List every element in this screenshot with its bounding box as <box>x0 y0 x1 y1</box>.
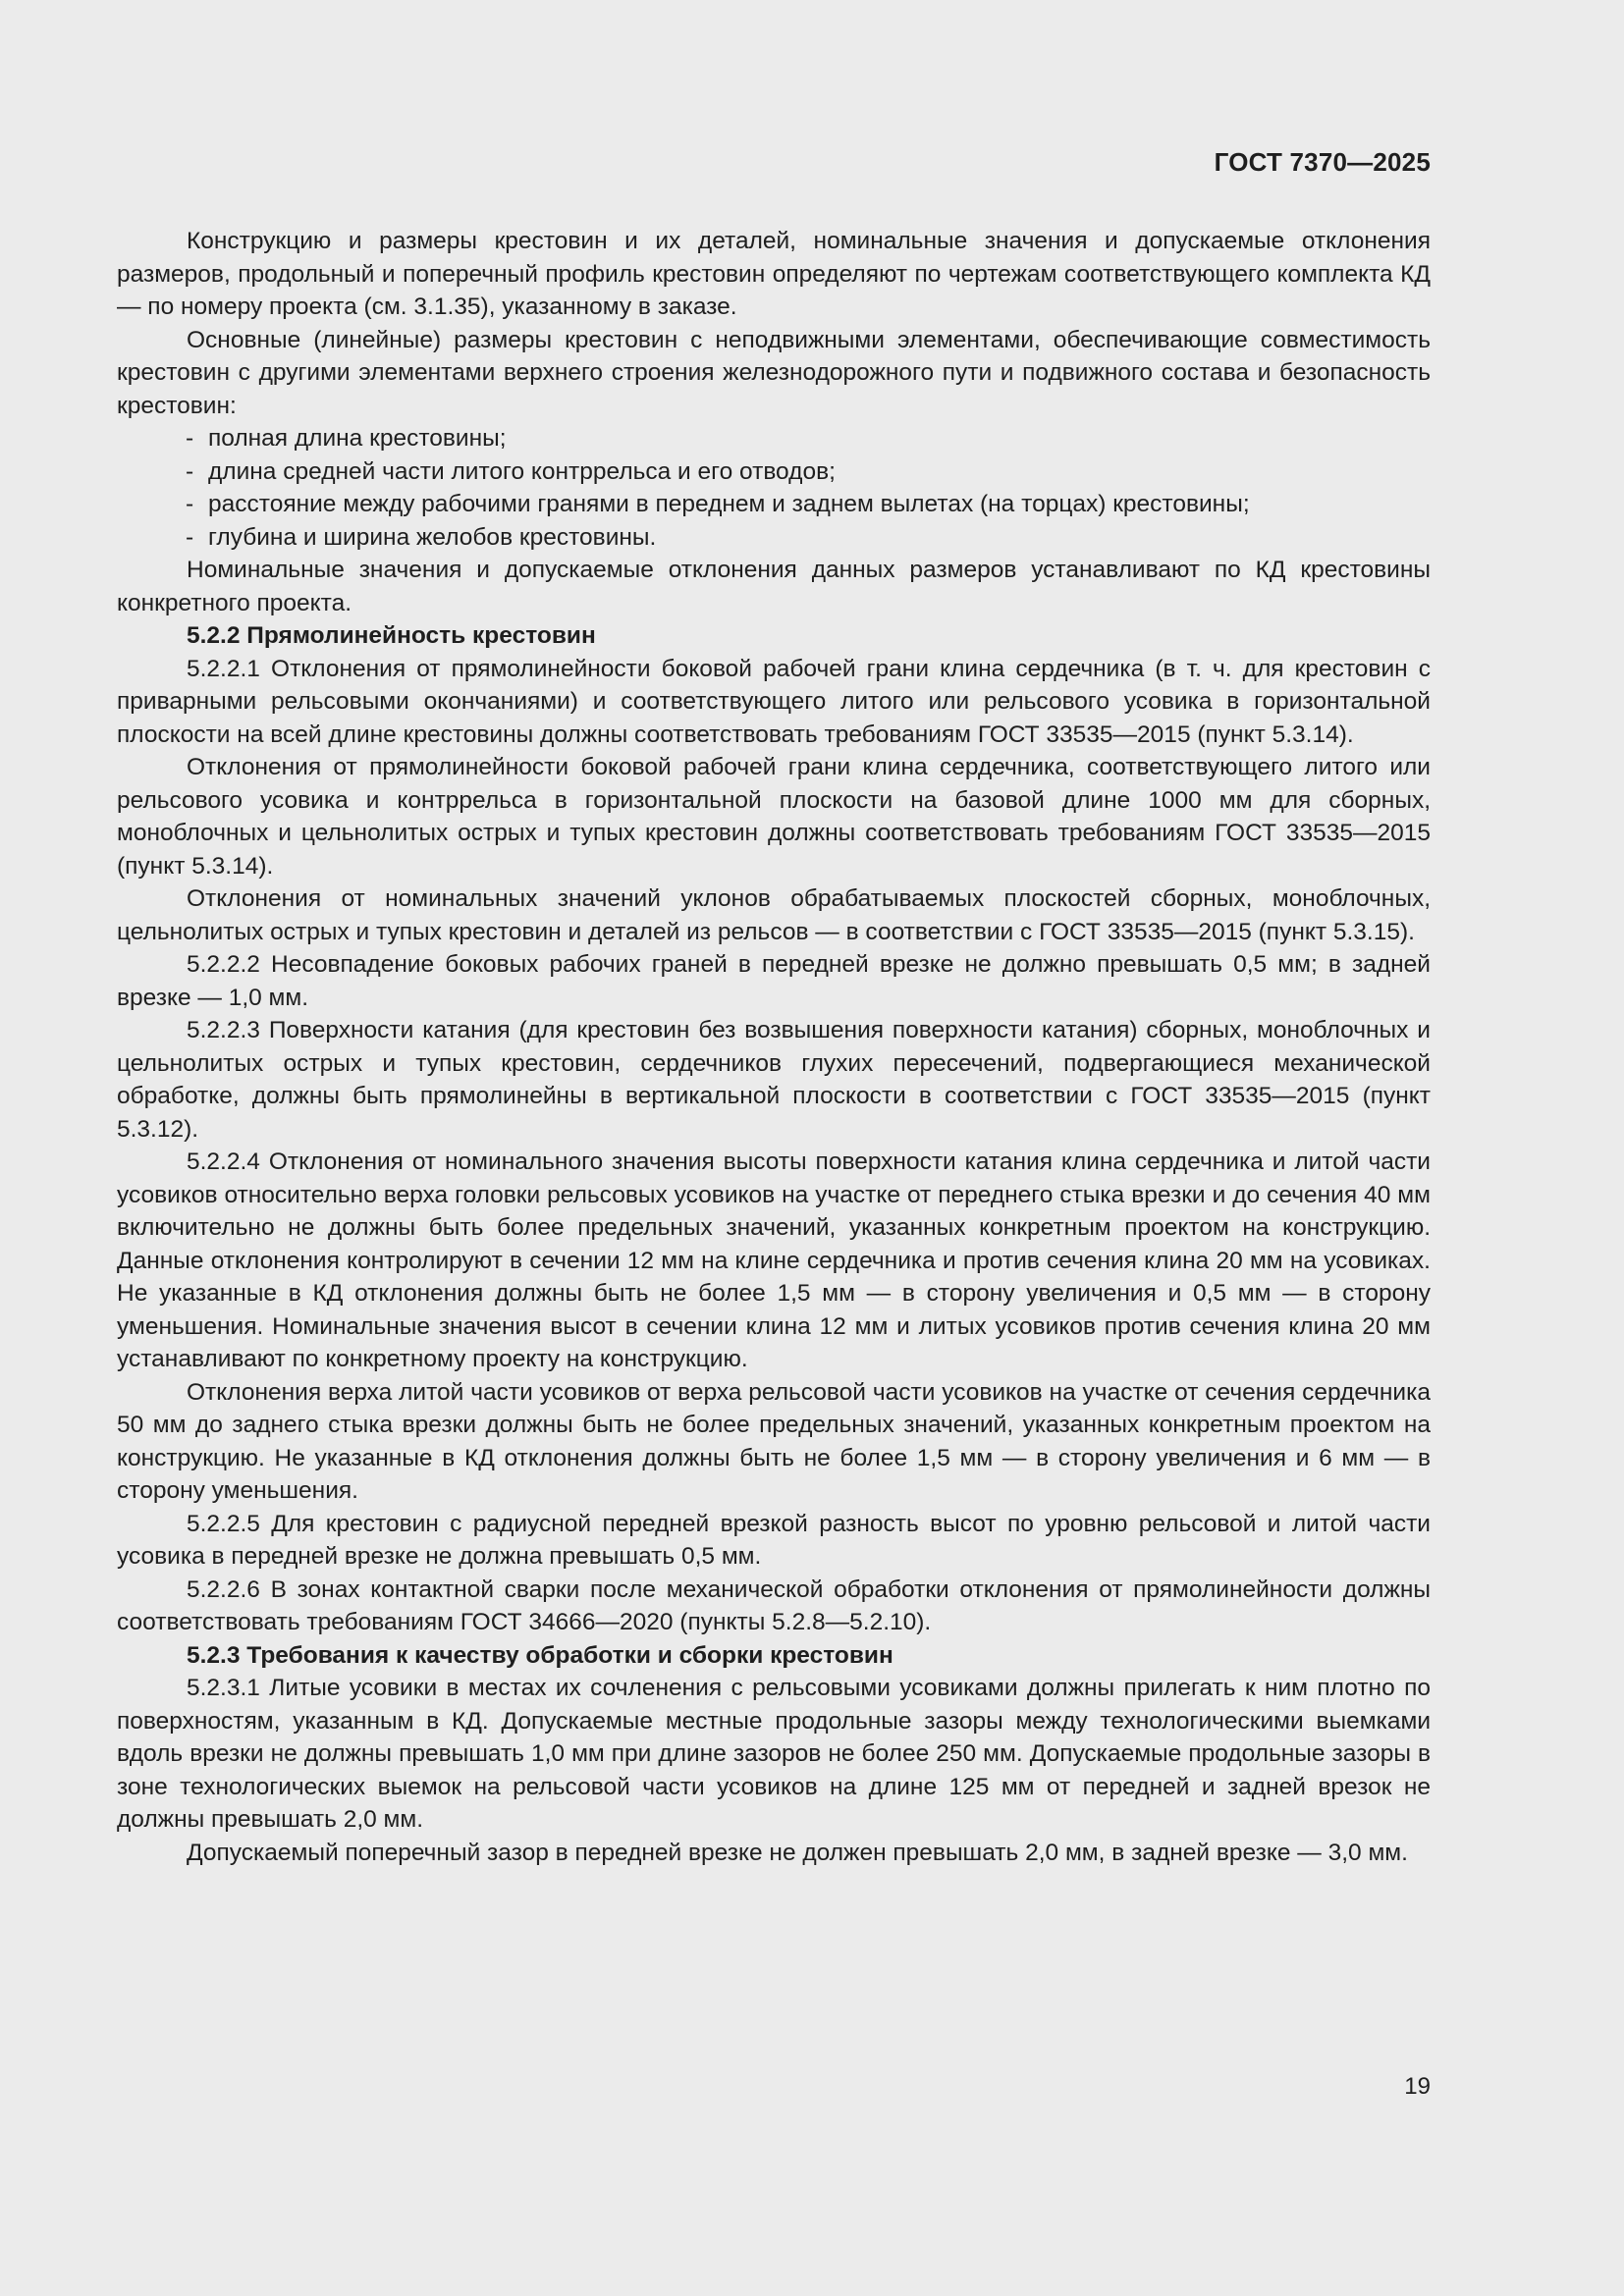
paragraph: Отклонения от прямолинейности боковой рабочей грани клина сердечника, соответствующего литого или рельсового усовика и контррельса в горизонтальной плоскости на базовой длине 1000 мм для сборных, моноблочных и цельнолитых острых и тупых крестовин должны соответствовать требованиям ГОСТ 33535—2015 (пункт 5.3.14). <box>117 754 1431 880</box>
list-marker: - <box>186 425 194 452</box>
page-number: 19 <box>1404 2073 1431 2100</box>
paragraph: Основные (линейные) размеры крестовин с неподвижными элементами, обеспечивающие совместимость крестовин с другими элементами верхнего строения железнодорожного пути и подвижного состава и безопасность крестовин: <box>117 326 1431 419</box>
paragraph: 5.2.2.3 Поверхности катания (для крестовин без возвышения поверхности катания) сборных, моноблочных и цельнолитых острых и тупых крестовин, сердечников глухих пересечений, подвергающиеся механической обработке, должны быть прямолинейны в вертикальной плоскости в соответствии с ГОСТ 33535—2015 (пункт 5.3.12). <box>117 1017 1431 1143</box>
list-item-text: длина средней части литого контррельса и его отводов; <box>208 457 836 485</box>
paragraph: 5.2.2.5 Для крестовин с радиусной передней врезкой разность высот по уровню рельсовой и литой части усовика в передней врезке не должна превышать 0,5 мм. <box>117 1510 1431 1570</box>
list-marker: - <box>186 491 194 517</box>
paragraph: 5.2.2.6 В зонах контактной сварки после механической обработки отклонения от прямолинейности должны соответствовать требованиям ГОСТ 34666—2020 (пункты 5.2.8—5.2.10). <box>117 1575 1431 1635</box>
section-heading: 5.2.3 Требования к качеству обработки и сборки крестовин <box>187 1641 893 1669</box>
list-item <box>117 422 1431 455</box>
paragraph: Конструкцию и размеры крестовин и их деталей, номинальные значения и допускаемые отклонения размеров, продольный и поперечный профиль крестовин определяют по чертежам соответствующего комплекта КД — по номеру проекта (см. 3.1.35), указанному в заказе. <box>117 228 1431 320</box>
paragraph: 5.2.2.4 Отклонения от номинального значения высоты поверхности катания клина сердечника и литой части усовиков относительно верха головки рельсовых усовиков на участке от переднего стыка врезки и до сечения 40 мм включительно не должны быть более предельных значений, указанных конкретным проектом на конструкцию. Данные отклонения контролируют в сечении 12 мм на клине сердечника и против сечения клина 20 мм на усовиках. Не указанные в КД отклонения должны быть не более 1,5 мм — в сторону увеличения и 0,5 мм — в сторону уменьшения. Номинальные значения высот в сечении клина 12 мм и литых усовиков против сечения клина 20 мм устанавливают по конкретному проекту на конструкцию. <box>117 1148 1431 1372</box>
list-item-text: полная длина крестовины; <box>208 425 507 452</box>
paragraph: 5.2.2.1 Отклонения от прямолинейности боковой рабочей грани клина сердечника (в т. ч. для крестовин с приварными рельсовыми окончаниями) и соответствующего литого или рельсового усовика в горизонтальной плоскости на всей длине крестовины должны соответствовать требованиям ГОСТ 33535—2015 (пункт 5.3.14). <box>117 655 1431 748</box>
list-item <box>117 455 1431 489</box>
paragraph: Отклонения верха литой части усовиков от верха рельсовой части усовиков на участке от сечения сердечника 50 мм до заднего стыка врезки должны быть не более предельных значений, указанных конкретным проектом на конструкцию. Не указанные в КД отклонения должны быть не более 1,5 мм — в сторону увеличения и 6 мм — в сторону уменьшения. <box>117 1378 1431 1504</box>
list-marker: - <box>186 523 194 551</box>
paragraph: Номинальные значения и допускаемые отклонения данных размеров устанавливают по КД крестовины конкретного проекта. <box>117 557 1431 616</box>
paragraph: Допускаемый поперечный зазор в передней врезке не должен превышать 2,0 мм, в задней врезке — 3,0 мм. <box>187 1839 1408 1866</box>
paragraph: 5.2.3.1 Литые усовики в местах их сочленения с рельсовыми усовиками должны прилегать к ним плотно по поверхностям, указанным в КД. Допускаемые местные продольные зазоры между технологическими выемками вдоль врезки не должны превышать 1,0 мм при длине зазоров не более 250 мм. Допускаемые продольные зазоры в зоне технологических выемок на рельсовой части усовиков на длине 125 мм от передней и задней врезок не должны превышать 2,0 мм. <box>117 1675 1431 1833</box>
list-item-text: расстояние между рабочими гранями в переднем и заднем вылетах (на торцах) крестовины; <box>208 491 1250 517</box>
list-item <box>117 521 1431 555</box>
list-item <box>117 488 1431 521</box>
paragraph: Отклонения от номинальных значений уклонов обрабатываемых плоскостей сборных, моноблочных, цельнолитых острых и тупых крестовин и деталей из рельсов — в соответствии с ГОСТ 33535—2015 (пункт 5.3.15). <box>117 885 1431 945</box>
list-item-text: глубина и ширина желобов крестовины. <box>208 523 657 551</box>
document-body <box>117 225 1431 1869</box>
section-heading: 5.2.2 Прямолинейность крестовин <box>187 622 596 649</box>
list-marker: - <box>186 457 194 485</box>
paragraph: 5.2.2.2 Несовпадение боковых рабочих граней в передней врезке не должно превышать 0,5 мм; в задней врезке — 1,0 мм. <box>117 951 1431 1011</box>
document-header: ГОСТ 7370—2025 <box>1214 147 1431 177</box>
